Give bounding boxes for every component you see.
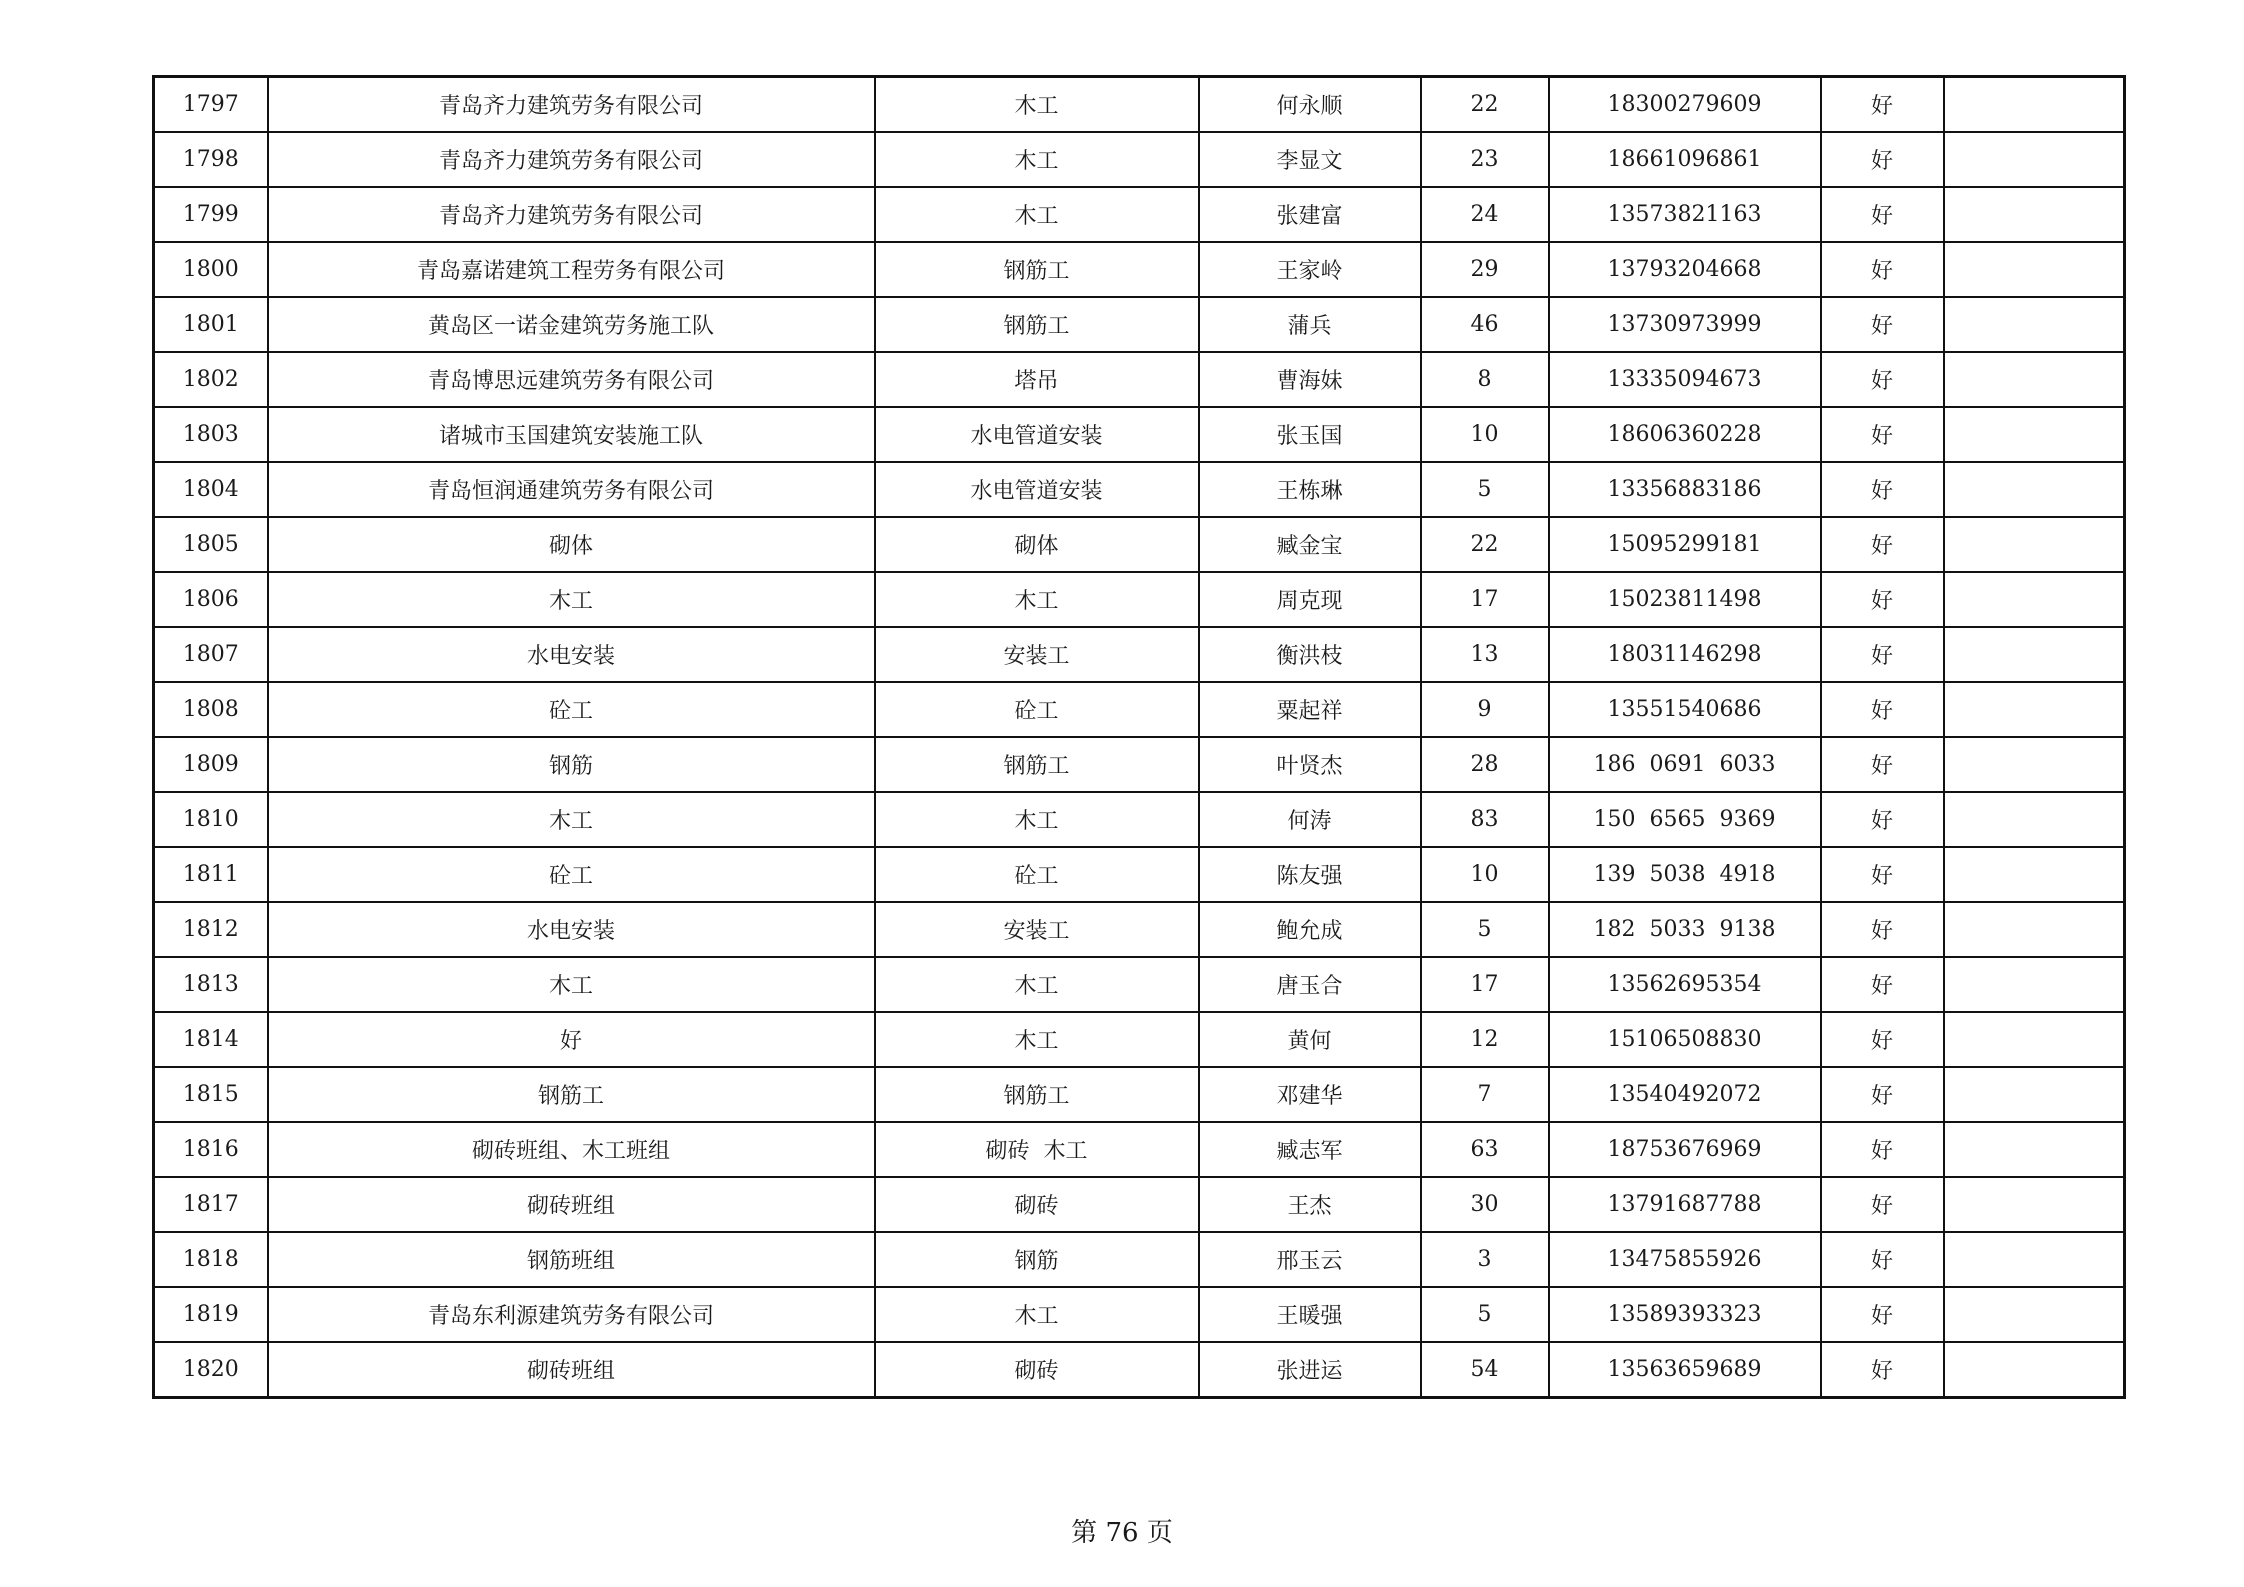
row-number-cell: 1817 [154, 1177, 268, 1232]
note-cell [1944, 902, 2125, 957]
table-row [154, 352, 2125, 407]
trade-cell: 砼工 [875, 682, 1199, 737]
row-number-cell: 1807 [154, 627, 268, 682]
worker-count-cell: 10 [1421, 407, 1549, 462]
team-leader-cell: 邢玉云 [1199, 1232, 1421, 1287]
trade-cell: 木工 [875, 77, 1199, 133]
table-row [154, 462, 2125, 517]
table-row [154, 407, 2125, 462]
company-cell: 青岛东利源建筑劳务有限公司 [268, 1287, 875, 1342]
row-number-cell: 1806 [154, 572, 268, 627]
row-number-cell: 1815 [154, 1067, 268, 1122]
team-leader-cell: 陈友强 [1199, 847, 1421, 902]
note-cell [1944, 1122, 2125, 1177]
table-row [154, 517, 2125, 572]
row-number-cell: 1818 [154, 1232, 268, 1287]
worker-count-cell: 63 [1421, 1122, 1549, 1177]
phone-cell: 182 5033 9138 [1549, 902, 1821, 957]
worker-count-cell: 28 [1421, 737, 1549, 792]
phone-cell: 15023811498 [1549, 572, 1821, 627]
company-cell: 水电安装 [268, 627, 875, 682]
worker-count-cell: 10 [1421, 847, 1549, 902]
rating-cell: 好 [1821, 1012, 1944, 1067]
row-number-cell: 1816 [154, 1122, 268, 1177]
note-cell [1944, 1012, 2125, 1067]
worker-count-cell: 54 [1421, 1342, 1549, 1398]
trade-cell: 砼工 [875, 847, 1199, 902]
rating-cell: 好 [1821, 187, 1944, 242]
trade-cell: 安装工 [875, 902, 1199, 957]
phone-cell: 13563659689 [1549, 1342, 1821, 1398]
phone-cell: 13730973999 [1549, 297, 1821, 352]
row-number-cell: 1798 [154, 132, 268, 187]
company-cell: 青岛嘉诺建筑工程劳务有限公司 [268, 242, 875, 297]
table-row [154, 1232, 2125, 1287]
table-row [154, 627, 2125, 682]
trade-cell: 木工 [875, 957, 1199, 1012]
note-cell [1944, 352, 2125, 407]
trade-cell: 钢筋工 [875, 297, 1199, 352]
team-leader-cell: 王暖强 [1199, 1287, 1421, 1342]
rating-cell: 好 [1821, 517, 1944, 572]
rating-cell: 好 [1821, 1287, 1944, 1342]
trade-cell: 钢筋工 [875, 1067, 1199, 1122]
team-leader-cell: 臧志军 [1199, 1122, 1421, 1177]
rating-cell: 好 [1821, 242, 1944, 297]
company-cell: 砌砖班组 [268, 1342, 875, 1398]
note-cell [1944, 242, 2125, 297]
rating-cell: 好 [1821, 847, 1944, 902]
team-leader-cell: 李显文 [1199, 132, 1421, 187]
trade-cell: 木工 [875, 792, 1199, 847]
team-leader-cell: 邓建华 [1199, 1067, 1421, 1122]
phone-cell: 13540492072 [1549, 1067, 1821, 1122]
phone-cell: 13356883186 [1549, 462, 1821, 517]
worker-count-cell: 22 [1421, 77, 1549, 133]
phone-cell: 13475855926 [1549, 1232, 1821, 1287]
note-cell [1944, 517, 2125, 572]
note-cell [1944, 737, 2125, 792]
rating-cell: 好 [1821, 1177, 1944, 1232]
phone-cell: 13589393323 [1549, 1287, 1821, 1342]
page-suffix: 页 [1146, 1518, 1173, 1548]
table-body [154, 77, 2125, 1398]
note-cell [1944, 792, 2125, 847]
worker-count-cell: 17 [1421, 957, 1549, 1012]
worker-count-cell: 29 [1421, 242, 1549, 297]
row-number-cell: 1801 [154, 297, 268, 352]
table-row [154, 132, 2125, 187]
table-row [154, 242, 2125, 297]
worker-count-cell: 46 [1421, 297, 1549, 352]
note-cell [1944, 297, 2125, 352]
team-leader-cell: 王家岭 [1199, 242, 1421, 297]
table-row [154, 77, 2125, 133]
rating-cell: 好 [1821, 627, 1944, 682]
row-number-cell: 1799 [154, 187, 268, 242]
note-cell [1944, 462, 2125, 517]
worker-count-cell: 83 [1421, 792, 1549, 847]
team-leader-cell: 张建富 [1199, 187, 1421, 242]
company-cell: 好 [268, 1012, 875, 1067]
row-number-cell: 1800 [154, 242, 268, 297]
team-leader-cell: 何永顺 [1199, 77, 1421, 133]
table-row [154, 297, 2125, 352]
note-cell [1944, 1232, 2125, 1287]
phone-cell: 15095299181 [1549, 517, 1821, 572]
company-cell: 木工 [268, 957, 875, 1012]
rating-cell: 好 [1821, 1122, 1944, 1177]
company-cell: 钢筋班组 [268, 1232, 875, 1287]
worker-count-cell: 5 [1421, 462, 1549, 517]
team-leader-cell: 衡洪枝 [1199, 627, 1421, 682]
row-number-cell: 1804 [154, 462, 268, 517]
rating-cell: 好 [1821, 1232, 1944, 1287]
rating-cell: 好 [1821, 682, 1944, 737]
team-leader-cell: 王栋琳 [1199, 462, 1421, 517]
worker-team-table [152, 75, 2126, 1399]
company-cell: 青岛齐力建筑劳务有限公司 [268, 132, 875, 187]
row-number-cell: 1797 [154, 77, 268, 133]
phone-cell: 18661096861 [1549, 132, 1821, 187]
worker-count-cell: 17 [1421, 572, 1549, 627]
company-cell: 木工 [268, 572, 875, 627]
phone-cell: 186 0691 6033 [1549, 737, 1821, 792]
team-leader-cell: 叶贤杰 [1199, 737, 1421, 792]
note-cell [1944, 1287, 2125, 1342]
company-cell: 木工 [268, 792, 875, 847]
trade-cell: 砌砖 [875, 1342, 1199, 1398]
rating-cell: 好 [1821, 462, 1944, 517]
table-row [154, 957, 2125, 1012]
worker-count-cell: 12 [1421, 1012, 1549, 1067]
company-cell: 砌砖班组 [268, 1177, 875, 1232]
worker-count-cell: 8 [1421, 352, 1549, 407]
table-row [154, 187, 2125, 242]
phone-cell: 139 5038 4918 [1549, 847, 1821, 902]
company-cell: 青岛齐力建筑劳务有限公司 [268, 77, 875, 133]
company-cell: 砌砖班组、木工班组 [268, 1122, 875, 1177]
table-row [154, 1177, 2125, 1232]
phone-cell: 18031146298 [1549, 627, 1821, 682]
table-row [154, 1122, 2125, 1177]
worker-count-cell: 5 [1421, 1287, 1549, 1342]
row-number-cell: 1813 [154, 957, 268, 1012]
row-number-cell: 1802 [154, 352, 268, 407]
note-cell [1944, 572, 2125, 627]
rating-cell: 好 [1821, 1342, 1944, 1398]
worker-count-cell: 30 [1421, 1177, 1549, 1232]
trade-cell: 钢筋 [875, 1232, 1199, 1287]
table-row [154, 902, 2125, 957]
row-number-cell: 1820 [154, 1342, 268, 1398]
team-leader-cell: 臧金宝 [1199, 517, 1421, 572]
row-number-cell: 1810 [154, 792, 268, 847]
page-number: 76 [1105, 1518, 1139, 1548]
row-number-cell: 1805 [154, 517, 268, 572]
trade-cell: 木工 [875, 1012, 1199, 1067]
trade-cell: 水电管道安装 [875, 407, 1199, 462]
trade-cell: 木工 [875, 132, 1199, 187]
note-cell [1944, 847, 2125, 902]
table-row [154, 572, 2125, 627]
rating-cell: 好 [1821, 572, 1944, 627]
team-leader-cell: 王杰 [1199, 1177, 1421, 1232]
row-number-cell: 1812 [154, 902, 268, 957]
team-leader-cell: 何涛 [1199, 792, 1421, 847]
table-row [154, 737, 2125, 792]
rating-cell: 好 [1821, 737, 1944, 792]
trade-cell: 钢筋工 [875, 737, 1199, 792]
note-cell [1944, 1342, 2125, 1398]
phone-cell: 13562695354 [1549, 957, 1821, 1012]
team-leader-cell: 张玉国 [1199, 407, 1421, 462]
note-cell [1944, 77, 2125, 133]
trade-cell: 塔吊 [875, 352, 1199, 407]
phone-cell: 150 6565 9369 [1549, 792, 1821, 847]
note-cell [1944, 187, 2125, 242]
company-cell: 钢筋 [268, 737, 875, 792]
company-cell: 青岛恒润通建筑劳务有限公司 [268, 462, 875, 517]
worker-count-cell: 23 [1421, 132, 1549, 187]
company-cell: 水电安装 [268, 902, 875, 957]
trade-cell: 水电管道安装 [875, 462, 1199, 517]
worker-count-cell: 24 [1421, 187, 1549, 242]
phone-cell: 18606360228 [1549, 407, 1821, 462]
company-cell: 砌体 [268, 517, 875, 572]
rating-cell: 好 [1821, 407, 1944, 462]
note-cell [1944, 682, 2125, 737]
team-leader-cell: 粟起祥 [1199, 682, 1421, 737]
phone-cell: 13551540686 [1549, 682, 1821, 737]
trade-cell: 木工 [875, 1287, 1199, 1342]
trade-cell: 砌砖 [875, 1177, 1199, 1232]
note-cell [1944, 1177, 2125, 1232]
page-footer [0, 1512, 2244, 1549]
team-leader-cell: 唐玉合 [1199, 957, 1421, 1012]
row-number-cell: 1819 [154, 1287, 268, 1342]
row-number-cell: 1811 [154, 847, 268, 902]
company-cell: 砼工 [268, 847, 875, 902]
row-number-cell: 1808 [154, 682, 268, 737]
table-row [154, 847, 2125, 902]
worker-count-cell: 22 [1421, 517, 1549, 572]
note-cell [1944, 132, 2125, 187]
team-leader-cell: 黄何 [1199, 1012, 1421, 1067]
rating-cell: 好 [1821, 352, 1944, 407]
worker-count-cell: 5 [1421, 902, 1549, 957]
rating-cell: 好 [1821, 902, 1944, 957]
worker-count-cell: 13 [1421, 627, 1549, 682]
table-row [154, 1067, 2125, 1122]
team-leader-cell: 鲍允成 [1199, 902, 1421, 957]
rating-cell: 好 [1821, 957, 1944, 1012]
trade-cell: 钢筋工 [875, 242, 1199, 297]
company-cell: 青岛博思远建筑劳务有限公司 [268, 352, 875, 407]
note-cell [1944, 957, 2125, 1012]
table-row [154, 792, 2125, 847]
trade-cell: 砌体 [875, 517, 1199, 572]
phone-cell: 13793204668 [1549, 242, 1821, 297]
table-row [154, 1012, 2125, 1067]
team-leader-cell: 张进运 [1199, 1342, 1421, 1398]
note-cell [1944, 1067, 2125, 1122]
trade-cell: 安装工 [875, 627, 1199, 682]
rating-cell: 好 [1821, 1067, 1944, 1122]
worker-count-cell: 7 [1421, 1067, 1549, 1122]
worker-count-cell: 9 [1421, 682, 1549, 737]
phone-cell: 18753676969 [1549, 1122, 1821, 1177]
trade-cell: 木工 [875, 572, 1199, 627]
rating-cell: 好 [1821, 297, 1944, 352]
phone-cell: 15106508830 [1549, 1012, 1821, 1067]
team-leader-cell: 曹海妹 [1199, 352, 1421, 407]
rating-cell: 好 [1821, 77, 1944, 133]
rating-cell: 好 [1821, 792, 1944, 847]
team-leader-cell: 周克现 [1199, 572, 1421, 627]
company-cell: 钢筋工 [268, 1067, 875, 1122]
page-prefix: 第 [1071, 1518, 1098, 1548]
phone-cell: 13573821163 [1549, 187, 1821, 242]
company-cell: 诸城市玉国建筑安装施工队 [268, 407, 875, 462]
team-leader-cell: 蒲兵 [1199, 297, 1421, 352]
company-cell: 砼工 [268, 682, 875, 737]
row-number-cell: 1814 [154, 1012, 268, 1067]
table-row [154, 1287, 2125, 1342]
row-number-cell: 1809 [154, 737, 268, 792]
company-cell: 黄岛区一诺金建筑劳务施工队 [268, 297, 875, 352]
phone-cell: 18300279609 [1549, 77, 1821, 133]
table-row [154, 1342, 2125, 1398]
trade-cell: 木工 [875, 187, 1199, 242]
table-row [154, 682, 2125, 737]
rating-cell: 好 [1821, 132, 1944, 187]
row-number-cell: 1803 [154, 407, 268, 462]
note-cell [1944, 407, 2125, 462]
phone-cell: 13791687788 [1549, 1177, 1821, 1232]
phone-cell: 13335094673 [1549, 352, 1821, 407]
note-cell [1944, 627, 2125, 682]
worker-count-cell: 3 [1421, 1232, 1549, 1287]
trade-cell: 砌砖 木工 [875, 1122, 1199, 1177]
company-cell: 青岛齐力建筑劳务有限公司 [268, 187, 875, 242]
